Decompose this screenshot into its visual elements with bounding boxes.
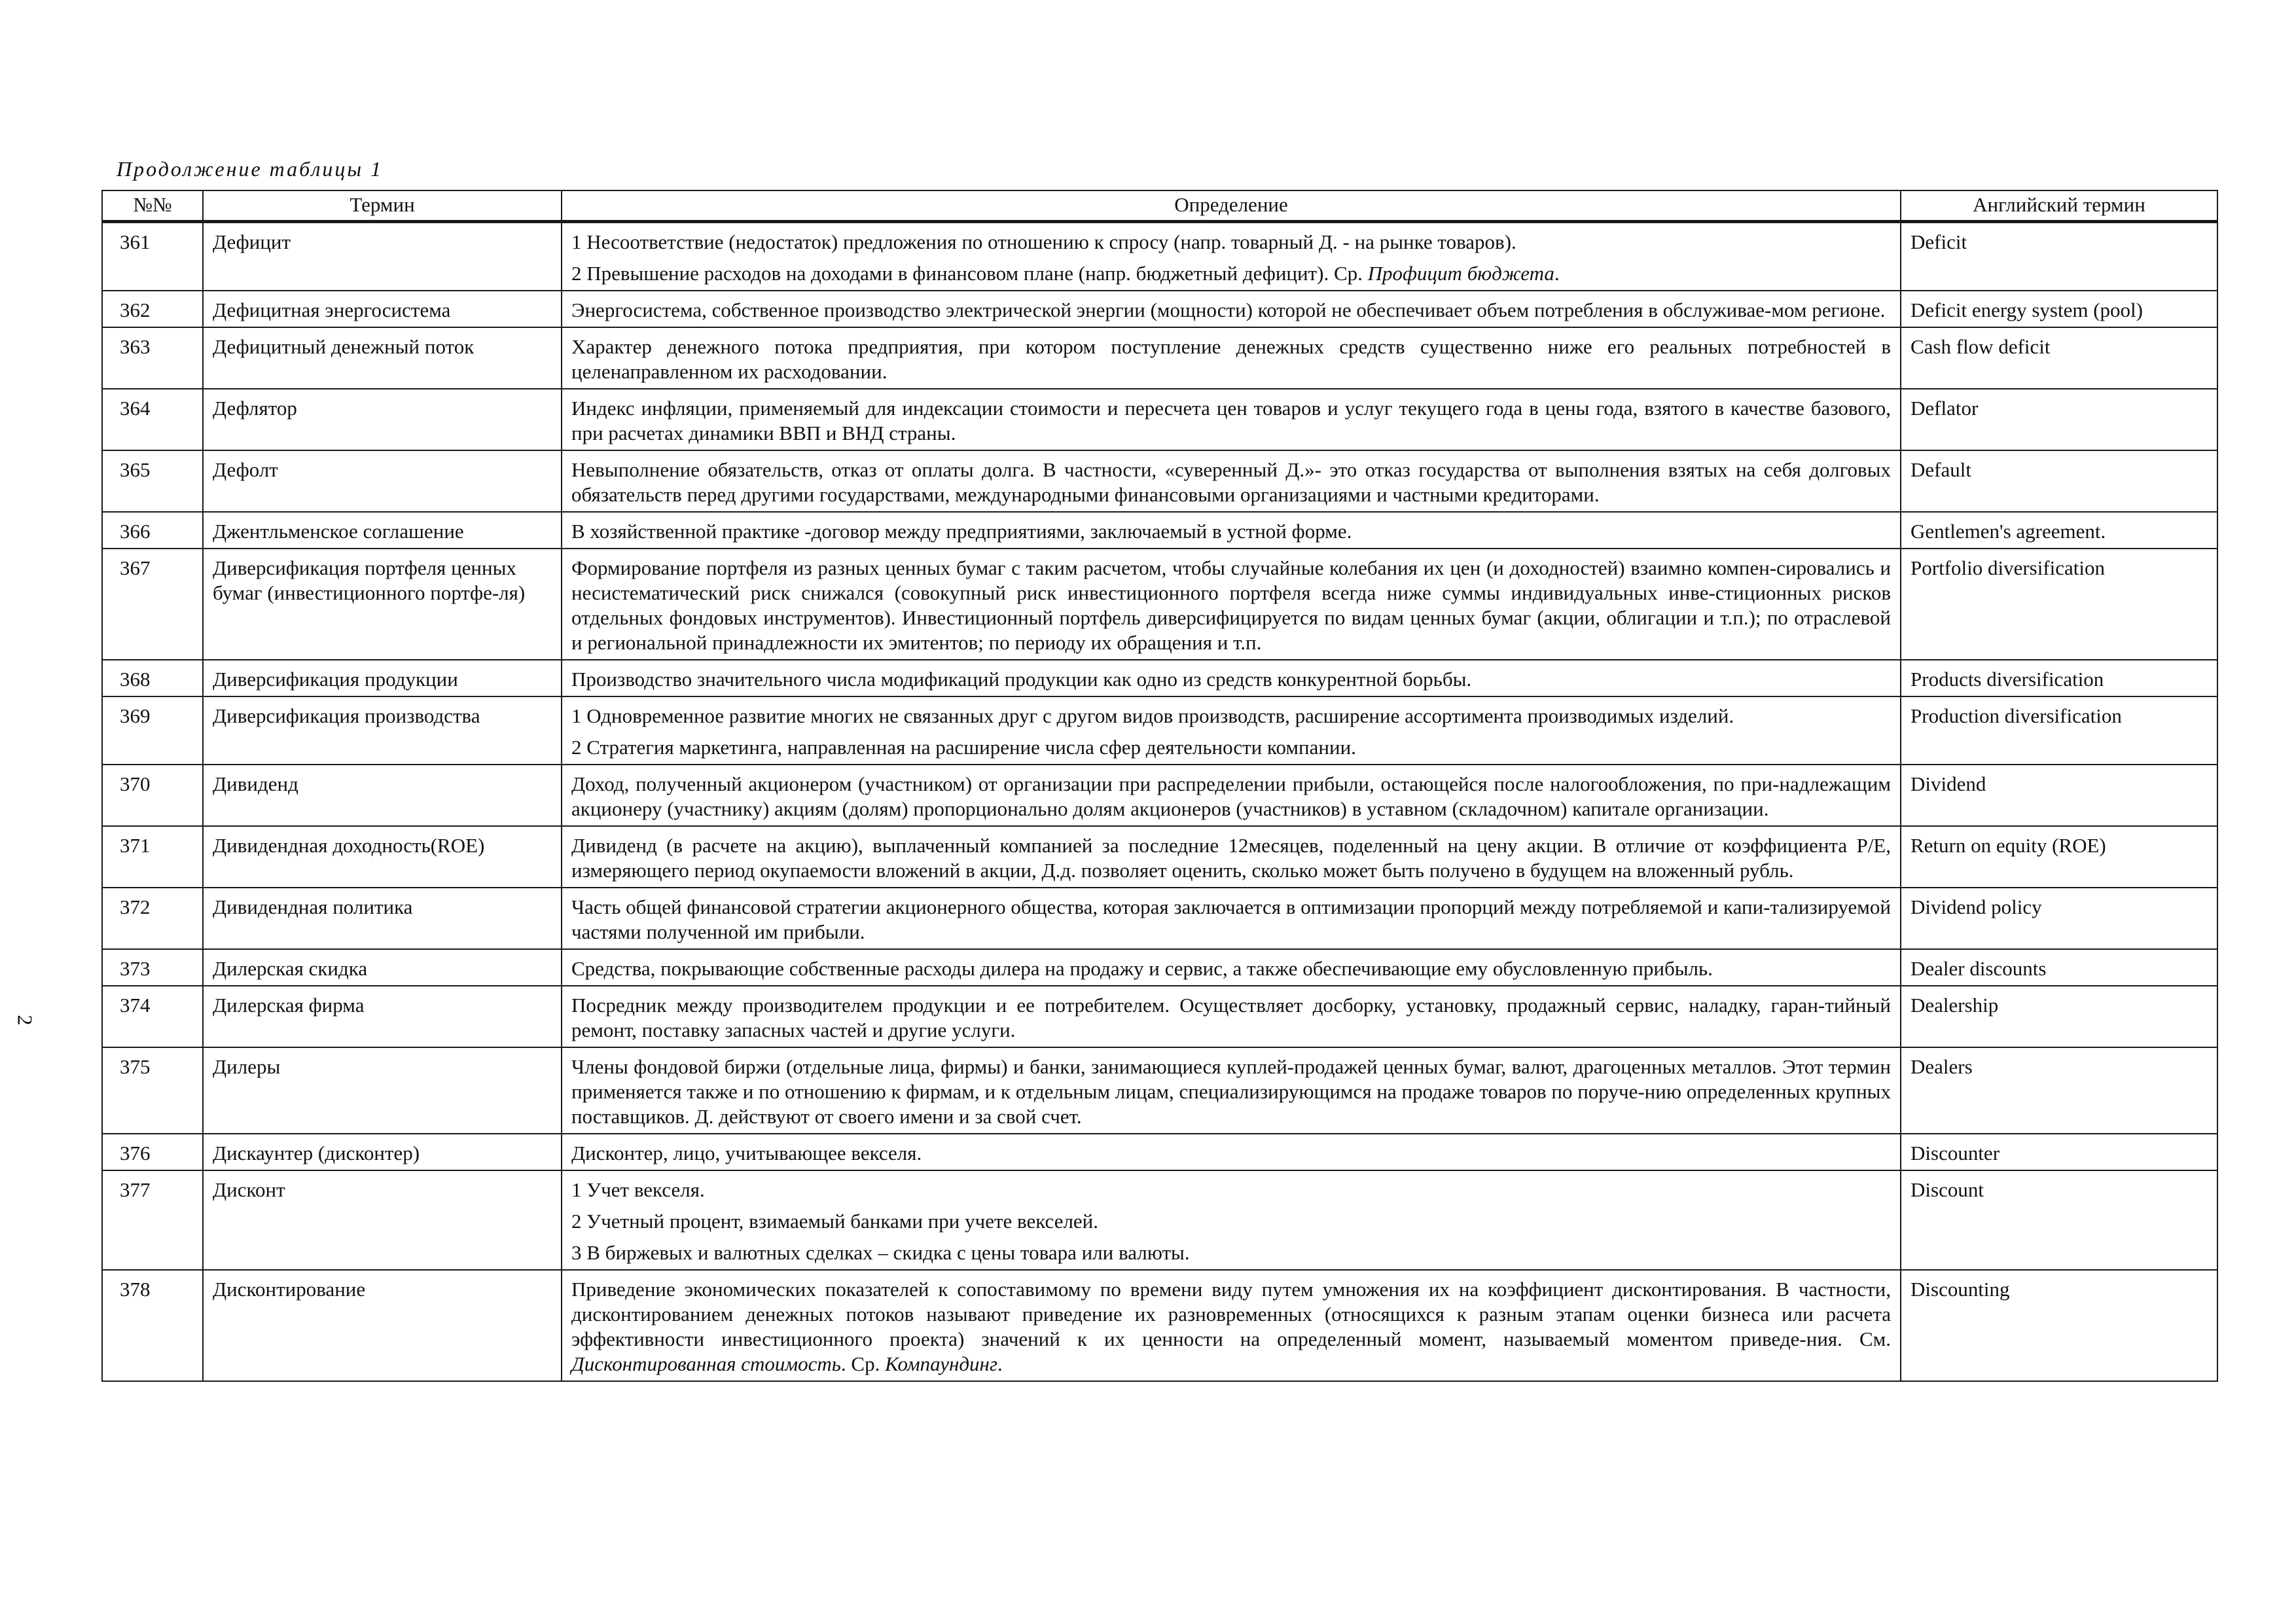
english-term-cell: Gentlemen's agreement. [1901,512,2217,549]
term-cell: Диверсификация продукции [203,660,562,696]
definition-text: . [1554,262,1560,285]
table-row [102,888,2217,949]
definition-cell [562,1047,1901,1134]
english-term-cell: Dealers [1901,1047,2217,1134]
row-number-cell: 363 [102,327,203,389]
row-number-cell: 374 [102,986,203,1047]
term-cell: Джентльменское соглашение [203,512,562,549]
definition-paragraph [571,1277,1891,1377]
term-cell: Дилеры [203,1047,562,1134]
table-row [102,1270,2217,1381]
definition-text: Часть общей финансовой стратегии акционерного общества, которая заключается в оптимизации пропорций между потребляемой и капи-тализируемой частями полученной им прибыли. [571,895,1891,943]
definition-cell [562,660,1901,696]
header-definition: Определение [562,190,1901,222]
term-cell: Дивиденд [203,765,562,826]
definition-cell [562,986,1901,1047]
definition-text: 2 Учетный процент, взимаемый банками при учете векселей. [571,1210,1099,1233]
definition-cell [562,512,1901,549]
glossary-table [101,190,2218,1382]
term-cell: Дефицитный денежный поток [203,327,562,389]
table-row [102,660,2217,696]
definition-paragraph [571,667,1891,692]
row-number-cell: 370 [102,765,203,826]
row-number-cell: 378 [102,1270,203,1381]
table-caption: Продолжение таблицы 1 [117,157,384,181]
definition-cell [562,450,1901,512]
definition-cell [562,1134,1901,1170]
definition-paragraph [571,833,1891,883]
definition-paragraph [571,1178,1891,1202]
english-term-cell: Products diversification [1901,660,2217,696]
definition-cell [562,389,1901,450]
term-cell: Дефлятор [203,389,562,450]
table-row [102,1134,2217,1170]
table-row [102,222,2217,291]
table-row [102,949,2217,986]
definition-paragraph [571,956,1891,981]
definition-text: Приведение экономических показателей к сопоставимому по времени виду путем умножения их на коэффициент дисконтирования. В частности, дисконтированием денежных потоков называют приведение их разновременных (относящихся к разным этапам оценки бизнеса или расчета эффективности инвестиционного проекта) значений к их ценности на определенный момент, называемый моментом приведе-ния. См. [571,1278,1891,1350]
definition-text: Производство значительного числа модификаций продукции как одно из средств конкурентной борьбы. [571,668,1472,691]
definition-paragraph [571,895,1891,945]
definition-text: Дисконтер, лицо, учитывающее векселя. [571,1142,922,1164]
definition-cell [562,1270,1901,1381]
definition-text: 3 В биржевых и валютных сделках – скидка с цены товара или валюты. [571,1241,1190,1264]
term-cell: Дилерская фирма [203,986,562,1047]
cross-reference-term: Компаундинг [885,1352,998,1375]
term-cell: Дивидендная политика [203,888,562,949]
english-term-cell: Deficit [1901,222,2217,291]
definition-text: 1 Учет векселя. [571,1178,705,1201]
definition-paragraph [571,1209,1891,1234]
definition-text: Невыполнение обязательств, отказ от оплаты долга. В частности, «суверенный Д.»- это отказ государства от выполнения взятых на себя долговых обязательств перед другими государствами, международными финансовыми организациями и частными кредиторами. [571,458,1891,506]
term-cell: Диверсификация производства [203,696,562,765]
row-number-cell: 362 [102,291,203,327]
definition-text: 2 Превышение расходов на доходами в финансовом плане (напр. бюджетный дефицит). Ср. [571,262,1368,285]
header-number: №№ [102,190,203,222]
definition-cell [562,888,1901,949]
definition-paragraph [571,334,1891,384]
definition-text: . Ср. [840,1352,886,1375]
definition-paragraph [571,1055,1891,1129]
english-term-cell: Portfolio diversification [1901,549,2217,660]
row-number-cell: 375 [102,1047,203,1134]
cross-reference-term: Профицит бюджета [1367,262,1554,285]
definition-paragraph [571,261,1891,286]
definition-paragraph [571,1240,1891,1265]
definition-text: Формирование портфеля из разных ценных бумаг с таким расчетом, чтобы случайные колебания их цен (и доходностей) взаимно компен-сировались и несистематический риск снижался (совокупный риск инвестиционного портфеля всегда ниже суммы индивидуальных инве-стиционных рисков отдельных фондовых инструментов). Инвестиционный портфель диверсифицируется по видам ценных бумаг (акции, облигации и т.п.); по отраслевой и региональной принадлежности их эмитентов; по периоду их обращения и т.п. [571,556,1891,654]
term-cell: Дефицитная энергосистема [203,291,562,327]
definition-text: 2 Стратегия маркетинга, направленная на расширение числа сфер деятельности компании. [571,736,1356,759]
definition-cell [562,696,1901,765]
definition-text: В хозяйственной практике -договор между предприятиями, заключаемый в устной форме. [571,520,1352,543]
definition-text: 1 Несоответствие (недостаток) предложения по отношению к спросу (напр. товарный Д. - на рынке товаров). [571,230,1516,253]
term-cell: Дискаунтер (дисконтер) [203,1134,562,1170]
table-row [102,986,2217,1047]
english-term-cell: Production diversification [1901,696,2217,765]
definition-paragraph [571,704,1891,729]
table-row [102,389,2217,450]
definition-text: Характер денежного потока предприятия, при котором поступление денежных средств существенно ниже его реальных потребностей в целенаправленном их расходовании. [571,335,1891,383]
definition-cell [562,826,1901,888]
term-cell: Дилерская скидка [203,949,562,986]
definition-cell [562,327,1901,389]
definition-text: Энергосистема, собственное производство электрической энергии (мощности) которой не обеспечивает объем потребления в обслуживае-мом регионе. [571,298,1886,321]
english-term-cell: Dividend policy [1901,888,2217,949]
cross-reference-term: Дисконтированная стоимость [571,1352,841,1375]
header-term: Термин [203,190,562,222]
row-number-cell: 373 [102,949,203,986]
table-row [102,512,2217,549]
table-row [102,1170,2217,1270]
row-number-cell: 372 [102,888,203,949]
definition-cell [562,222,1901,291]
term-cell: Дисконт [203,1170,562,1270]
definition-paragraph [571,230,1891,255]
definition-paragraph [571,1141,1891,1166]
definition-paragraph [571,458,1891,507]
definition-text: . [997,1352,1003,1375]
english-term-cell: Discount [1901,1170,2217,1270]
english-term-cell: Dividend [1901,765,2217,826]
english-term-cell: Return on equity (ROE) [1901,826,2217,888]
english-term-cell: Deficit energy system (pool) [1901,291,2217,327]
row-number-cell: 376 [102,1134,203,1170]
row-number-cell: 361 [102,222,203,291]
definition-cell [562,291,1901,327]
definition-cell [562,549,1901,660]
table-row [102,291,2217,327]
table-row [102,696,2217,765]
row-number-cell: 377 [102,1170,203,1270]
header-english-term: Английский термин [1901,190,2217,222]
table-row [102,327,2217,389]
table-row [102,549,2217,660]
definition-text: Посредник между производителем продукции и ее потребителем. Осуществляет досборку, установку, продажный сервис, наладку, гаран-тийный ремонт, поставку запасных частей и другие услуги. [571,994,1891,1041]
definition-paragraph [571,556,1891,655]
english-term-cell: Deflator [1901,389,2217,450]
row-number-cell: 369 [102,696,203,765]
definition-paragraph [571,735,1891,760]
definition-text: Члены фондовой биржи (отдельные лица, фирмы) и банки, занимающиеся куплей-продажей ценных бумаг, валют, драгоценных металлов. Этот термин применяется также и по отношению к фирмам, и к отдельным лицам, специализирующимся на продаже товаров по поруче-нию определенных крупных поставщиков. Д. действуют от своего имени и за свой счет. [571,1055,1891,1128]
definition-cell [562,765,1901,826]
english-term-cell: Discounting [1901,1270,2217,1381]
definition-text: Средства, покрывающие собственные расходы дилера на продажу и сервис, а также обеспечивающие ему обусловленную прибыль. [571,957,1713,980]
row-number-cell: 368 [102,660,203,696]
english-term-cell: Default [1901,450,2217,512]
definition-paragraph [571,772,1891,821]
term-cell: Дефолт [203,450,562,512]
definition-text: Индекс инфляции, применяемый для индексации стоимости и пересчета цен товаров и услуг текущего года в цены года, взятого в качестве базового, при расчетах динамики ВВП и ВНД страны. [571,397,1891,444]
table-header-row [102,190,2217,222]
term-cell: Дивидендная доходность(ROE) [203,826,562,888]
english-term-cell: Cash flow deficit [1901,327,2217,389]
definition-paragraph [571,519,1891,544]
row-number-cell: 366 [102,512,203,549]
term-cell: Дефицит [203,222,562,291]
english-term-cell: Dealer discounts [1901,949,2217,986]
english-term-cell: Dealership [1901,986,2217,1047]
table-body [102,222,2217,1382]
table-row [102,450,2217,512]
definition-cell [562,1170,1901,1270]
definition-text: Доход, полученный акционером (участником) от организации при распределении прибыли, остающейся после налогообложения, по при-надлежащим акционеру (участнику) акциям (долям) пропорционально долям акционеров (участников) в уставном (складочном) капитале организации. [571,772,1891,820]
row-number-cell: 371 [102,826,203,888]
table-row [102,765,2217,826]
term-cell: Диверсификация портфеля ценных бумаг (инвестиционного портфе-ля) [203,549,562,660]
definition-paragraph [571,993,1891,1043]
definition-cell [562,949,1901,986]
definition-paragraph [571,298,1891,323]
table-row [102,826,2217,888]
english-term-cell: Discounter [1901,1134,2217,1170]
row-number-cell: 365 [102,450,203,512]
page-number: 2 [13,1015,37,1026]
row-number-cell: 364 [102,389,203,450]
term-cell: Дисконтирование [203,1270,562,1381]
definition-text: Дивиденд (в расчете на акцию), выплаченный компанией за последние 12месяцев, поделенный на цену акции. В отличие от коэффициента Р/Е, измеряющего период окупаемости вложений в акции, Д.д. позволяет оценить, сколько может быть получено в будущем на вложенный рубль. [571,834,1891,882]
table-row [102,1047,2217,1134]
definition-text: 1 Одновременное развитие многих не связанных друг с другом видов производств, расширение ассортимента производимых изделий. [571,704,1734,727]
definition-paragraph [571,396,1891,446]
row-number-cell: 367 [102,549,203,660]
